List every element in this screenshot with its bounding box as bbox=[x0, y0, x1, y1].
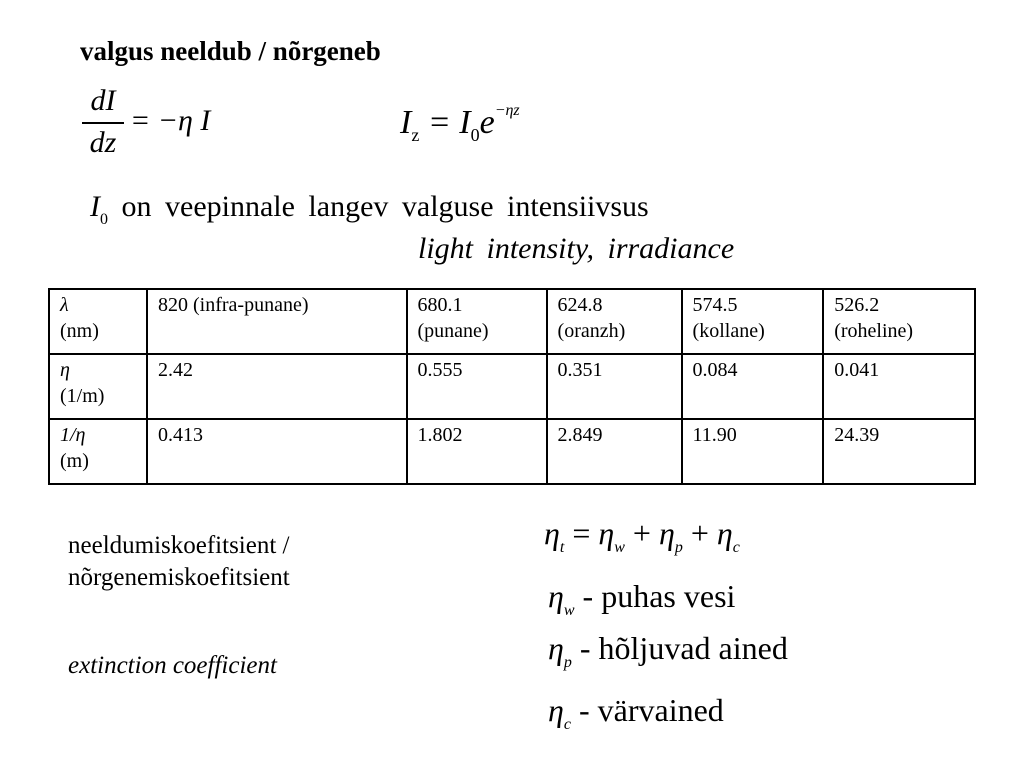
table-cell: 24.39 bbox=[823, 419, 975, 484]
row-unit: (1/m) bbox=[60, 385, 105, 407]
table-cell: 0.413 bbox=[147, 419, 407, 484]
total-attenuation-equation: $\eta_t = \eta_w + \eta_p + \eta_c$ bbox=[544, 515, 740, 556]
eta-symbol: η bbox=[548, 630, 564, 666]
wavelength-value: 624.8 bbox=[557, 294, 603, 316]
component-water bbox=[548, 578, 736, 619]
table-cell: 2.849 bbox=[547, 419, 682, 484]
eta-symbol: η bbox=[544, 515, 560, 551]
fraction-numerator: dI bbox=[90, 84, 116, 117]
component-label: - hõljuvad ained bbox=[579, 630, 788, 666]
color-name: (kollane) bbox=[692, 320, 765, 342]
table-row bbox=[49, 419, 975, 484]
table-cell bbox=[49, 289, 147, 354]
i0-translation: light intensity, irradiance bbox=[418, 232, 735, 265]
row-symbol: λ bbox=[60, 294, 69, 316]
eta-sub: w bbox=[563, 602, 575, 619]
term-line-1: neeldumiskoefitsient / bbox=[68, 532, 290, 559]
differential-equation-rhs: = −η I bbox=[130, 104, 211, 137]
slide-title: valgus neeldub / nõrgeneb bbox=[80, 36, 381, 66]
wavelength-value: 680.1 bbox=[417, 294, 463, 316]
attenuation-table bbox=[48, 288, 976, 485]
table-cell bbox=[547, 289, 682, 354]
i0-symbol-sub: 0 bbox=[100, 211, 108, 228]
eta-sub: c bbox=[732, 539, 740, 556]
law-exponent: −ηz bbox=[494, 102, 520, 119]
eta-symbol: η bbox=[548, 578, 564, 614]
row-unit: (nm) bbox=[60, 320, 99, 342]
term-line-2: nõrgenemiskoefitsient bbox=[68, 564, 290, 591]
i0-symbol: I bbox=[90, 190, 100, 223]
table-cell bbox=[49, 419, 147, 484]
component-dyes bbox=[548, 692, 724, 733]
row-symbol: 1/η bbox=[60, 424, 86, 446]
table-cell bbox=[147, 289, 407, 354]
color-name: (oranzh) bbox=[557, 320, 626, 342]
law-lhs: I bbox=[400, 104, 412, 141]
component-label: - värvained bbox=[578, 692, 724, 728]
eta-sub: t bbox=[559, 539, 565, 556]
table-row bbox=[49, 354, 975, 419]
color-name: (infra-punane) bbox=[193, 294, 309, 316]
i0-definition bbox=[90, 190, 649, 228]
table-cell: 2.42 bbox=[147, 354, 407, 419]
table-cell: 11.90 bbox=[682, 419, 824, 484]
law-lhs-sub: z bbox=[411, 125, 420, 145]
table-cell: 0.084 bbox=[682, 354, 824, 419]
eta-symbol: η bbox=[548, 692, 564, 728]
table-cell bbox=[407, 289, 547, 354]
wavelength-value: 820 bbox=[158, 294, 188, 316]
table-row bbox=[49, 289, 975, 354]
coefficient-terms bbox=[68, 530, 290, 594]
table-cell bbox=[823, 289, 975, 354]
exponential-law bbox=[400, 102, 520, 145]
eta-symbol: η bbox=[716, 515, 733, 551]
derivative-fraction bbox=[82, 84, 124, 160]
color-name: (roheline) bbox=[834, 320, 914, 342]
eta-sub: w bbox=[614, 539, 625, 556]
fraction-denominator: dz bbox=[89, 126, 117, 159]
component-label: - puhas vesi bbox=[582, 578, 736, 614]
table-cell: 0.041 bbox=[823, 354, 975, 419]
table-cell bbox=[49, 354, 147, 419]
eta-symbol: η bbox=[658, 515, 675, 551]
extinction-coefficient-label: extinction coefficient bbox=[68, 652, 277, 679]
color-name: (punane) bbox=[417, 320, 489, 342]
wavelength-value: 526.2 bbox=[834, 294, 880, 316]
component-particles bbox=[548, 630, 788, 671]
law-i0-sub: 0 bbox=[470, 125, 480, 145]
i0-definition-text: on veepinnale langev valguse intensiivsus bbox=[121, 190, 649, 223]
eta-sub: p bbox=[563, 654, 572, 671]
table-cell bbox=[682, 289, 824, 354]
eta-symbol: η bbox=[598, 515, 615, 551]
law-eq: = I bbox=[419, 104, 471, 141]
eta-sub: p bbox=[674, 539, 683, 556]
wavelength-value: 574.5 bbox=[692, 294, 738, 316]
table-cell: 1.802 bbox=[407, 419, 547, 484]
law-e: e bbox=[479, 104, 495, 141]
table-cell: 0.555 bbox=[407, 354, 547, 419]
table-cell: 0.351 bbox=[547, 354, 682, 419]
row-symbol: η bbox=[60, 359, 70, 381]
eta-sub: c bbox=[563, 716, 571, 733]
row-unit: (m) bbox=[60, 450, 89, 472]
fraction-bar bbox=[82, 122, 124, 124]
